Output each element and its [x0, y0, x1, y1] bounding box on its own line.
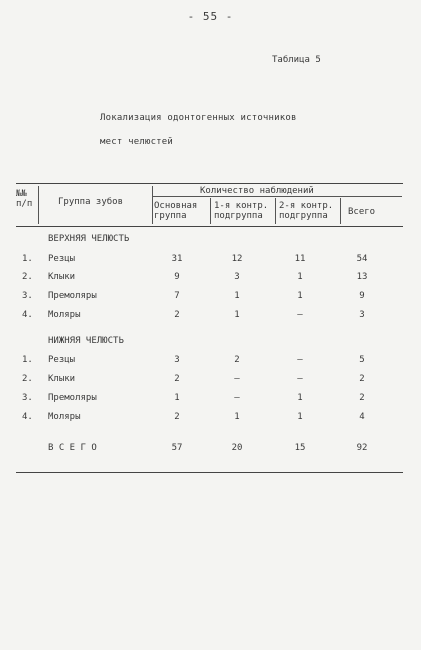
row-number: 4.: [22, 310, 33, 320]
cell-control1: 1: [234, 412, 240, 422]
header-num-line2: п/п: [16, 199, 33, 209]
row-name: Моляры: [48, 310, 81, 320]
table-row: [0, 412, 421, 424]
row-name: Резцы: [48, 254, 76, 264]
cell-total: 2: [359, 374, 365, 384]
table-number: Таблица 5: [272, 55, 321, 65]
header-control1-line1: 1-я контр.: [214, 201, 269, 211]
row-number: 3.: [22, 291, 33, 301]
cell-main: 7: [174, 291, 180, 301]
header-divider: [152, 186, 153, 224]
total-row: [0, 443, 421, 455]
row-number: 3.: [22, 393, 33, 403]
cell-total: 2: [359, 393, 365, 403]
header-control2-line1: 2-я контр.: [279, 201, 334, 211]
cell-main: 2: [174, 310, 180, 320]
table-top-rule: [16, 183, 403, 184]
row-name: Премоляры: [48, 291, 97, 301]
cell-control2: 1: [297, 291, 303, 301]
cell-control1: 2: [234, 355, 240, 365]
cell-main: 31: [171, 254, 183, 264]
cell-control2: 1: [297, 393, 303, 403]
row-name: Премоляры: [48, 393, 97, 403]
header-control1-line2: подгруппа: [214, 211, 263, 221]
header-divider: [275, 198, 276, 224]
cell-control2: 11: [294, 254, 306, 264]
header-divider: [210, 198, 211, 224]
header-control2-line2: подгруппа: [279, 211, 328, 221]
row-name: Клыки: [48, 374, 76, 384]
row-name: Моляры: [48, 412, 81, 422]
header-divider: [38, 186, 39, 224]
row-number: 1.: [22, 355, 33, 365]
section-title-lower: НИЖНЯЯ ЧЕЛЮСТЬ: [48, 336, 124, 346]
header-bottom-rule: [16, 226, 403, 227]
cell-control1: 3: [234, 272, 240, 282]
cell-control1: –: [234, 393, 240, 403]
header-total: Всего: [348, 207, 376, 217]
cell-control2: 1: [297, 412, 303, 422]
table-row: [0, 254, 421, 266]
table-row: [0, 291, 421, 303]
table-row: [0, 393, 421, 405]
cell-main: 3: [174, 355, 180, 365]
cell-main: 2: [174, 412, 180, 422]
table-caption-line-1: Локализация одонтогенных источников: [100, 113, 297, 123]
cell-control1: –: [234, 374, 240, 384]
row-name: Клыки: [48, 272, 76, 282]
total-control1: 20: [231, 443, 243, 453]
cell-control1: 12: [231, 254, 243, 264]
page-number: - 55 -: [187, 10, 234, 23]
total-all: 92: [356, 443, 368, 453]
header-group: Группа зубов: [58, 197, 124, 207]
cell-total: 54: [356, 254, 368, 264]
header-main-group-line1: Основная: [154, 201, 198, 211]
subheader-rule: [152, 196, 402, 197]
table-row: [0, 272, 421, 284]
cell-total: 3: [359, 310, 365, 320]
header-observations: Количество наблюдений: [200, 186, 314, 196]
row-number: 2.: [22, 374, 33, 384]
table-row: [0, 310, 421, 322]
row-number: 1.: [22, 254, 33, 264]
cell-main: 9: [174, 272, 180, 282]
cell-main: 2: [174, 374, 180, 384]
header-main-group-line2: группа: [154, 211, 187, 221]
table-caption-line-2: мест челюстей: [100, 137, 174, 147]
table-row: [0, 374, 421, 386]
cell-control2: –: [297, 355, 303, 365]
cell-control1: 1: [234, 291, 240, 301]
total-label: В С Е Г О: [48, 443, 97, 453]
cell-control2: 1: [297, 272, 303, 282]
total-main: 57: [171, 443, 183, 453]
cell-main: 1: [174, 393, 180, 403]
cell-control1: 1: [234, 310, 240, 320]
row-number: 2.: [22, 272, 33, 282]
row-name: Резцы: [48, 355, 76, 365]
total-control2: 15: [294, 443, 306, 453]
row-number: 4.: [22, 412, 33, 422]
cell-control2: –: [297, 310, 303, 320]
cell-total: 4: [359, 412, 365, 422]
cell-total: 13: [356, 272, 368, 282]
cell-total: 5: [359, 355, 365, 365]
cell-control2: –: [297, 374, 303, 384]
table-bottom-rule: [16, 472, 403, 473]
cell-total: 9: [359, 291, 365, 301]
table-row: [0, 355, 421, 367]
header-divider: [340, 198, 341, 224]
header-num-line1: №№: [16, 189, 27, 199]
section-title-upper: ВЕРХНЯЯ ЧЕЛЮСТЬ: [48, 234, 130, 244]
